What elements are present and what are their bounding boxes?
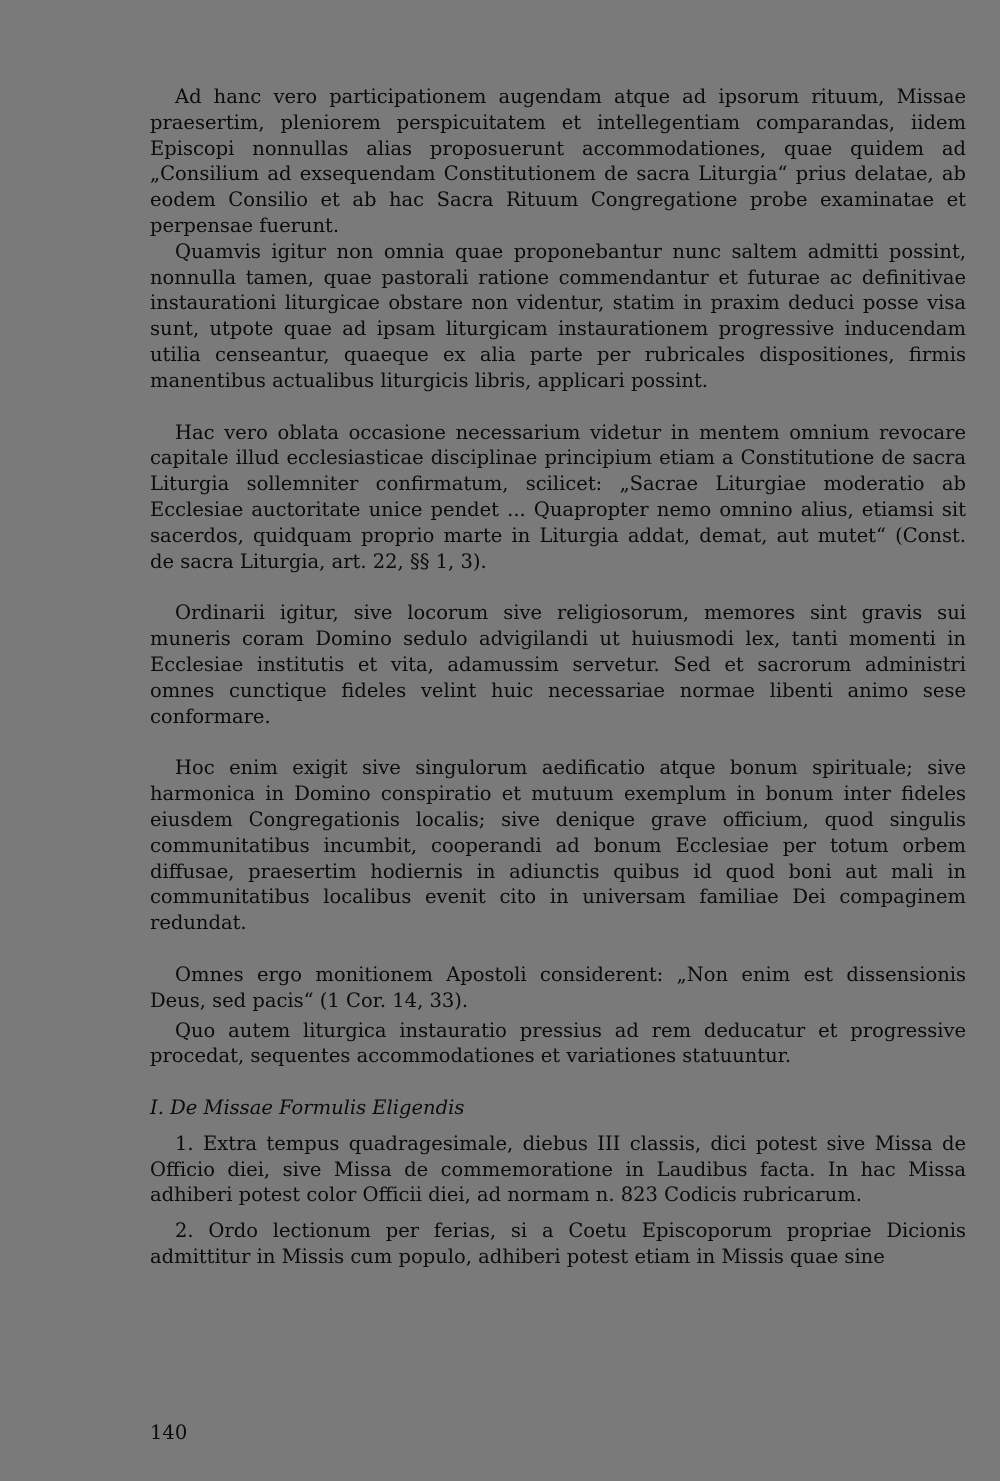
numbered-item-2: 2. Ordo lectionum per ferias, si a Coetu Episcoporum propriae Dicionis admittitur in Missis cum populo, adhiberi potest etiam in Missis quae sine [150, 1219, 966, 1269]
page-number: 140 [150, 1421, 188, 1444]
paragraph-1: Ad hanc vero participationem augendam atque ad ipsorum rituum, Missae praesertim, pleniorem perspicuitatem et intellegentiam comparandas, iidem Episcopi nonnullas alias proposuerunt accommodationes, quae quidem ad „Consilium ad exsequendam Constitutionem de sacra Liturgia“ prius delatae, ab eodem Consilio et ab hac Sacra Rituum Congregatione probe examinatae et perpensae fuerunt. [150, 85, 966, 237]
paragraph-4: Ordinarii igitur, sive locorum sive religiosorum, memores sint gravis sui muneris coram Domino sedulo advigilandi ut huiusmodi lex, tanti momenti in Ecclesiae institutis et vita, adamussim servetur. Sed et sacrorum administri omnes cunctique fideles velint huic necessariae normae libenti animo sese conformare. [150, 601, 966, 728]
paragraph-2: Quamvis igitur non omnia quae proponebantur nunc saltem admitti possint, nonnulla tamen, quae pastorali ratione commendantur et futurae ac definitivae instaurationi liturgicae obstare non videntur, statim in praxim deduci posse visa sunt, utpote quae ad ipsam liturgicam instaurationem progressive inducendam utilia censeantur, quaeque ex alia parte per rubricales dispositiones, firmis manentibus actualibus liturgicis libris, applicari possint. [150, 239, 966, 392]
section-heading: I. De Missae Formulis Eligendis [150, 1096, 465, 1120]
document-page [150, 84, 966, 1280]
numbered-item-1: 1. Extra tempus quadragesimale, diebus III classis, dici potest sive Missa de Officio diei, sive Missa de commemoratione in Laudibus facta. In hac Missa adhiberi potest color Officii diei, ad normam n. 823 Codicis rubricarum. [150, 1131, 966, 1207]
paragraph-6: Omnes ergo monitionem Apostoli considerent: „Non enim est dissensionis Deus, sed pacis“ (1 Cor. 14, 33). [150, 962, 966, 1012]
paragraph-5: Hoc enim exigit sive singulorum aedificatio atque bonum spirituale; sive harmonica in Domino conspiratio et mutuum exemplum in bonum inter fideles eiusdem Congregationis localis; sive denique grave officium, quod singulis communitatibus incumbit, cooperandi ad bonum Ecclesiae per totum orbem diffusae, praesertim hodiernis in adiunctis quibus id quod boni aut mali in communitatibus localibus evenit cito in universam familiae Dei compaginem redundat. [150, 756, 966, 935]
paragraph-3: Hac vero oblata occasione necessarium videtur in mentem omnium revocare capitale illud ecclesiasticae disciplinae principium etiam a Constitutione de sacra Liturgia sollemniter confirmatum, scilicet: „Sacrae Liturgiae moderatio ab Ecclesiae auctoritate unice pendet ... Quapropter nemo omnino alius, etiamsi sit sacerdos, quidquam proprio marte in Liturgia addat, demat, aut mutet“ (Const. de sacra Liturgia, art. 22, §§ 1, 3). [150, 420, 966, 573]
paragraph-7: Quo autem liturgica instauratio pressius ad rem deducatur et progressive procedat, sequentes accommodationes et variationes statuuntur. [150, 1018, 966, 1068]
